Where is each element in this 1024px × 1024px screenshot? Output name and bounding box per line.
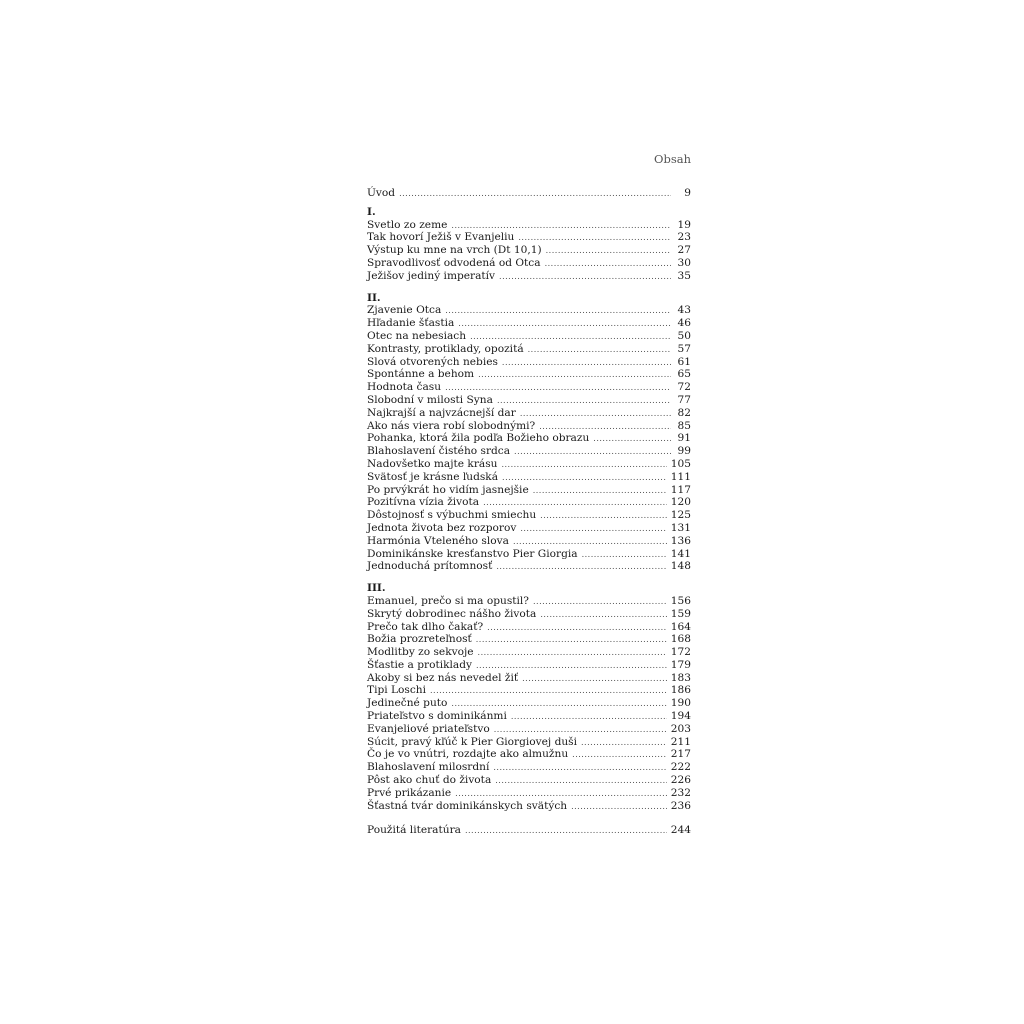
toc-entry-title: Priateľstvo s dominikánmi bbox=[367, 710, 507, 723]
toc-entry bbox=[367, 560, 691, 573]
toc-entry bbox=[367, 244, 691, 257]
toc-entry bbox=[367, 420, 691, 433]
toc-entry-page: 23 bbox=[677, 231, 691, 244]
toc-entry-title: Tak hovorí Ježiš v Evanjeliu bbox=[367, 231, 515, 244]
toc-entry-page: 9 bbox=[684, 187, 691, 199]
dot-leader bbox=[458, 318, 671, 331]
toc-entry-title: Pôst ako chuť do života bbox=[367, 774, 492, 787]
toc-entry bbox=[367, 535, 691, 548]
toc-entry-title: Blahoslavení čistého srdca bbox=[367, 445, 511, 458]
toc-entry bbox=[367, 381, 691, 394]
toc-entry-page: 183 bbox=[670, 671, 691, 684]
toc-entry bbox=[367, 548, 691, 561]
toc-entry bbox=[367, 484, 691, 497]
toc-entry-title: Božia prozreteľnosť bbox=[367, 633, 472, 646]
toc-entry bbox=[367, 748, 691, 761]
toc-entry-title: Otec na nebesiach bbox=[367, 329, 467, 342]
toc-entry bbox=[367, 458, 691, 471]
toc-entry-page: 111 bbox=[670, 470, 691, 483]
toc-entry bbox=[367, 723, 691, 736]
toc-entry bbox=[367, 317, 691, 330]
toc-entry-title: Modlitby zo sekvoje bbox=[367, 646, 474, 659]
toc-entry-title: Spontánne a behom bbox=[367, 368, 475, 381]
toc-entry-page: 85 bbox=[677, 419, 691, 432]
toc-entry-intro bbox=[367, 187, 691, 200]
toc-entry-title: Slová otvorených nebies bbox=[367, 355, 498, 368]
toc-entry bbox=[367, 356, 691, 369]
toc-entry bbox=[367, 471, 691, 484]
toc-entry bbox=[367, 330, 691, 343]
toc-entry-title: Prečo tak dlho čakať? bbox=[367, 620, 484, 633]
dot-leader bbox=[478, 369, 671, 382]
toc-entry-page: 194 bbox=[670, 710, 691, 723]
toc-entry-page: 19 bbox=[677, 218, 691, 231]
toc-entry bbox=[367, 621, 691, 634]
toc-entry-title: Nadovšetko majte krásu bbox=[367, 457, 498, 470]
page-header-title: Obsah bbox=[654, 152, 691, 166]
toc-entry-title: Zjavenie Otca bbox=[367, 304, 442, 317]
dot-leader bbox=[495, 775, 667, 788]
dot-leader bbox=[593, 433, 671, 446]
toc-entry-page: 164 bbox=[670, 620, 691, 633]
toc-entry-page: 125 bbox=[670, 509, 691, 522]
toc-entry-title: Dominikánske kresťanstvo Pier Giorgia bbox=[367, 547, 578, 560]
dot-leader bbox=[533, 596, 667, 609]
toc-entry bbox=[367, 368, 691, 381]
dot-leader bbox=[465, 825, 667, 838]
toc-entry bbox=[367, 407, 691, 420]
dot-leader bbox=[522, 673, 667, 686]
toc-entry bbox=[367, 394, 691, 407]
dot-leader bbox=[487, 622, 667, 635]
dot-leader bbox=[445, 305, 671, 318]
dot-leader bbox=[511, 711, 667, 724]
toc-entry bbox=[367, 646, 691, 659]
toc-entry-page: 57 bbox=[677, 342, 691, 355]
toc-entry-title: Úvod bbox=[367, 187, 396, 199]
toc-entry-page: 141 bbox=[670, 547, 691, 560]
dot-leader bbox=[499, 271, 671, 284]
toc-entry-page: 159 bbox=[670, 607, 691, 620]
toc-entry bbox=[367, 219, 691, 232]
toc-entry-page: 148 bbox=[670, 560, 691, 573]
toc-entry-title: Prvé prikázanie bbox=[367, 786, 452, 799]
toc-entry-page: 82 bbox=[677, 406, 691, 419]
toc-entry-page: 50 bbox=[677, 329, 691, 342]
toc-entry-title: Najkrajší a najvzácnejší dar bbox=[367, 406, 516, 419]
toc-entry bbox=[367, 672, 691, 685]
dot-leader bbox=[514, 446, 671, 459]
toc-entry-title: Slobodní v milosti Syna bbox=[367, 393, 493, 406]
dot-leader bbox=[571, 801, 667, 814]
toc-entry-page: 91 bbox=[677, 432, 691, 445]
toc-entry-title: Kontrasty, protiklady, opozitá bbox=[367, 342, 524, 355]
toc-entry-page: 43 bbox=[677, 304, 691, 317]
toc-entry bbox=[367, 304, 691, 317]
toc-entry-title: Šťastie a protiklady bbox=[367, 658, 472, 671]
toc-entry bbox=[367, 257, 691, 270]
toc-entry bbox=[367, 633, 691, 646]
dot-leader bbox=[582, 549, 667, 562]
toc-entry-page: 236 bbox=[670, 799, 691, 812]
dot-leader bbox=[581, 737, 667, 750]
toc-entry-page: 46 bbox=[677, 317, 691, 330]
dot-leader bbox=[540, 510, 667, 523]
section-heading: I. bbox=[367, 205, 376, 218]
toc-entry bbox=[367, 697, 691, 710]
toc-entry-title: Výstup ku mne na vrch (Dt 10,1) bbox=[367, 244, 542, 257]
dot-leader bbox=[430, 685, 667, 698]
section-heading: II. bbox=[367, 291, 381, 304]
toc-entry-title: Svätosť je krásne ľudská bbox=[367, 470, 499, 483]
toc-entry bbox=[367, 684, 691, 697]
dot-leader bbox=[533, 485, 667, 498]
toc-entry bbox=[367, 270, 691, 283]
toc-entry bbox=[367, 787, 691, 800]
toc-entry-title: Tipi Loschi bbox=[367, 684, 426, 697]
toc-entry bbox=[367, 608, 691, 621]
toc-entry-title: Použitá literatúra bbox=[367, 824, 461, 837]
toc-entry-title: Blahoslavení milosrdní bbox=[367, 761, 490, 774]
dot-leader bbox=[497, 395, 671, 408]
toc-entry bbox=[367, 761, 691, 774]
toc-entry bbox=[367, 445, 691, 458]
toc-entry-title: Akoby si bez nás nevedel žiť bbox=[367, 671, 519, 684]
dot-leader bbox=[545, 258, 671, 271]
toc-entry bbox=[367, 659, 691, 672]
dot-leader bbox=[572, 749, 667, 762]
dot-leader bbox=[540, 609, 666, 622]
toc-sections bbox=[367, 200, 691, 813]
toc-entry-page: 117 bbox=[670, 483, 691, 496]
toc-entry-page: 168 bbox=[670, 633, 691, 646]
dot-leader bbox=[501, 459, 666, 472]
dot-leader bbox=[478, 647, 667, 660]
toc-entry bbox=[367, 800, 691, 813]
toc-entry-title: Šťastná tvár dominikánskych svätých bbox=[367, 799, 568, 812]
toc-entry-title: Hodnota času bbox=[367, 381, 442, 394]
toc-entry-page: 105 bbox=[670, 457, 691, 470]
dot-leader bbox=[399, 188, 671, 201]
toc-entry-page: 30 bbox=[677, 256, 691, 269]
toc-entry bbox=[367, 496, 691, 509]
toc-entry-title: Ježišov jediný imperatív bbox=[367, 269, 496, 282]
table-of-contents bbox=[367, 187, 691, 837]
toc-entry-page: 61 bbox=[677, 355, 691, 368]
toc-entry-page: 156 bbox=[670, 594, 691, 607]
toc-entry-title: Po prvýkrát ho vidím jasnejšie bbox=[367, 483, 529, 496]
toc-entry bbox=[367, 432, 691, 445]
toc-entry-page: 226 bbox=[670, 774, 691, 787]
toc-entry-title: Jednoduchá prítomnosť bbox=[367, 560, 493, 573]
toc-entry-title: Harmónia Vteleného slova bbox=[367, 534, 509, 547]
toc-entry-page: 203 bbox=[670, 722, 691, 735]
toc-entry-page: 232 bbox=[670, 786, 691, 799]
toc-entry-title: Hľadanie šťastia bbox=[367, 317, 455, 330]
toc-entry-page: 65 bbox=[677, 368, 691, 381]
toc-entry-title: Spravodlivosť odvodená od Otca bbox=[367, 256, 541, 269]
toc-entry-page: 244 bbox=[670, 824, 691, 837]
dot-leader bbox=[528, 344, 671, 357]
toc-entry-page: 179 bbox=[670, 658, 691, 671]
toc-entry bbox=[367, 509, 691, 522]
dot-leader bbox=[493, 762, 666, 775]
toc-entry-title: Jednota života bez rozporov bbox=[367, 521, 517, 534]
toc-entry-page: 222 bbox=[670, 761, 691, 774]
toc-entry-title: Skrytý dobrodinec nášho života bbox=[367, 607, 537, 620]
toc-entry-page: 172 bbox=[670, 646, 691, 659]
toc-entry-title: Čo je vo vnútri, rozdajte ako almužnu bbox=[367, 748, 569, 761]
toc-entry-page: 77 bbox=[677, 393, 691, 406]
dot-leader bbox=[496, 561, 666, 574]
toc-entry bbox=[367, 522, 691, 535]
toc-entry-page: 120 bbox=[670, 496, 691, 509]
dot-leader bbox=[476, 634, 667, 647]
dot-leader bbox=[520, 408, 671, 421]
toc-entry bbox=[367, 736, 691, 749]
toc-entry-page: 72 bbox=[677, 381, 691, 394]
toc-entry bbox=[367, 231, 691, 244]
toc-entry bbox=[367, 774, 691, 787]
toc-entry-page: 35 bbox=[677, 269, 691, 282]
toc-entry-title: Ako nás viera robí slobodnými? bbox=[367, 419, 536, 432]
toc-entry-page: 27 bbox=[677, 244, 691, 257]
toc-entry bbox=[367, 595, 691, 608]
dot-leader bbox=[546, 245, 671, 258]
toc-entry-page: 136 bbox=[670, 534, 691, 547]
toc-entry-literature bbox=[367, 824, 691, 837]
toc-entry-title: Svetlo zo zeme bbox=[367, 218, 448, 231]
section-heading: III. bbox=[367, 582, 386, 595]
toc-entry bbox=[367, 710, 691, 723]
toc-entry-title: Dôstojnosť s výbuchmi smiechu bbox=[367, 509, 537, 522]
dot-leader bbox=[502, 357, 671, 370]
dot-leader bbox=[520, 523, 666, 536]
toc-entry-page: 99 bbox=[677, 445, 691, 458]
toc-entry-page: 217 bbox=[670, 748, 691, 761]
toc-entry-page: 190 bbox=[670, 697, 691, 710]
toc-entry-title: Súcit, pravý kľúč k Pier Giorgiovej duši bbox=[367, 735, 578, 748]
toc-entry-title: Pozitívna vízia života bbox=[367, 496, 480, 509]
toc-entry-title: Pohanka, ktorá žila podľa Božieho obrazu bbox=[367, 432, 590, 445]
toc-entry-page: 131 bbox=[670, 521, 691, 534]
toc-entry bbox=[367, 343, 691, 356]
toc-entry-page: 186 bbox=[670, 684, 691, 697]
toc-entry-page: 211 bbox=[670, 735, 691, 748]
toc-entry-title: Jedinečné puto bbox=[367, 697, 448, 710]
toc-entry-title: Emanuel, prečo si ma opustil? bbox=[367, 594, 529, 607]
toc-entry-title: Evanjeliové priateľstvo bbox=[367, 722, 490, 735]
